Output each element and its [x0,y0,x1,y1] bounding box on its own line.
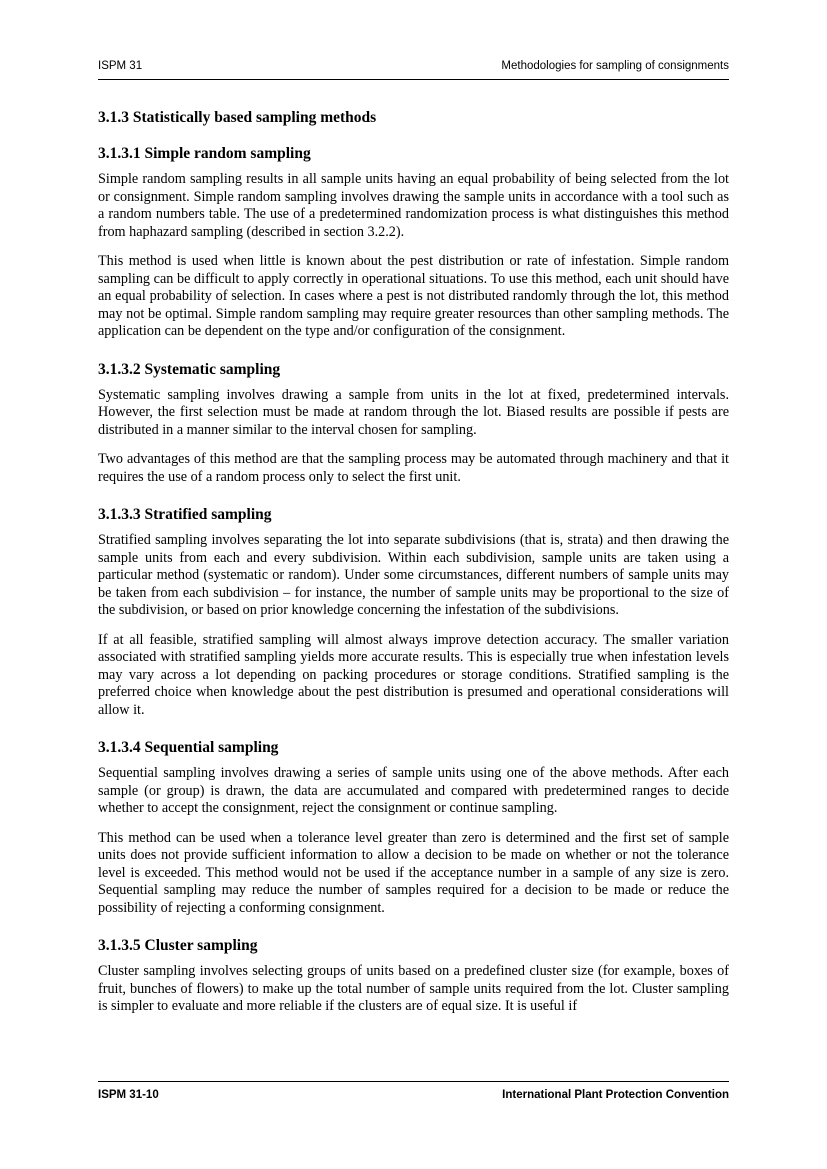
section-sequential-sampling [98,738,729,917]
section-title: 3.1.3.2 Systematic sampling [98,360,281,378]
section-title: 3.1.3.3 Stratified sampling [98,506,272,523]
document-body [98,108,729,1028]
paragraph: Stratified sampling involves separating the lot into separate subdivisions (that is, strata) and then drawing the sample units from each and every subdivision. Within each subdivision, sample units are taken using a particular method (systematic or random). Under some circumstances, different numbers of sample units may be taken from each subdivision – for instance, the number of sample units may be proportional to the size of the subdivision, or based on prior knowledge concerning the infestation of the subdivisions. [98,532,729,618]
paragraph: Cluster sampling involves selecting groups of units based on a predefined cluster size (for example, boxes of fruit, bunches of flowers) to make up the total number of sample units required from the lot. Cluster sampling is simpler to evaluate and more reliable if the clusters are of equal size. It is useful if [98,963,729,1014]
footer-page-number: ISPM 31-10 [98,1089,159,1101]
paragraph: This method can be used when a tolerance level greater than zero is determined and the first set of sample units does not provide sufficient information to allow a decision to be made on whether or not the tolerance level is exceeded. This method would not be used if the acceptance number in a sample of any size is zero. Sequential sampling may reduce the number of samples required for a decision to be made or reduce the possibility of rejecting a conforming consignment. [98,829,729,916]
paragraph: Two advantages of this method are that the sampling process may be automated through machinery and that it requires the use of a random process only to select the first unit. [98,451,729,485]
footer-organization: International Plant Protection Convention [502,1089,729,1101]
section-systematic-sampling [98,360,729,487]
paragraph: Simple random sampling results in all sample units having an equal probability of being selected from the lot or consignment. Simple random sampling involves drawing the sample units in accordance with a tool such as a random numbers table. The use of a predetermined randomization process is what distinguishes this method from haphazard sampling (described in section 3.2.2). [98,171,729,240]
paragraph: Systematic sampling involves drawing a sample from units in the lot at fixed, predetermined intervals. However, the first selection must be made at random through the lot. Biased results are possible if pests are distributed in a manner similar to the interval chosen for sampling. [98,386,729,438]
section-title: 3.1.3.5 Cluster sampling [98,937,258,954]
section-title: 3.1.3.4 Sequential sampling [98,739,279,756]
paragraph: Sequential sampling involves drawing a series of sample units using one of the above methods. After each sample (or group) is drawn, the data are accumulated and compared with predetermined ranges to decide whether to accept the consignment, reject the consignment or continue sampling. [98,765,729,816]
page-footer [98,1081,729,1101]
paragraph: This method is used when little is known about the pest distribution or rate of infestation. Simple random sampling can be difficult to apply correctly in operational situations. To use this method, each unit should have an equal probability of selection. In cases where a pest is not distributed randomly through the lot, this method may not be optimal. Simple random sampling may require greater resources than other sampling methods. The application can be dependent on the type and/or configuration of the consignment. [98,253,729,339]
section-cluster-sampling [98,936,729,1016]
section-title: 3.1.3.1 Simple random sampling [98,145,311,162]
section-stratified-sampling [98,505,729,719]
header-document-title: Methodologies for sampling of consignments [501,60,729,72]
paragraph: If at all feasible, stratified sampling will almost always improve detection accuracy. The smaller variation associated with stratified sampling yields more accurate results. This is especially true when infestation levels may vary across a lot depending on packing procedures or storage conditions. Stratified sampling is the preferred choice when knowledge about the pest distribution is presumed and operational considerations will allow it. [98,631,729,718]
section-simple-random-sampling [98,144,729,341]
header-standard-id: ISPM 31 [98,60,143,72]
page-header [98,57,729,80]
section-heading-3-1-3: 3.1.3 Statistically based sampling methods [98,109,377,126]
